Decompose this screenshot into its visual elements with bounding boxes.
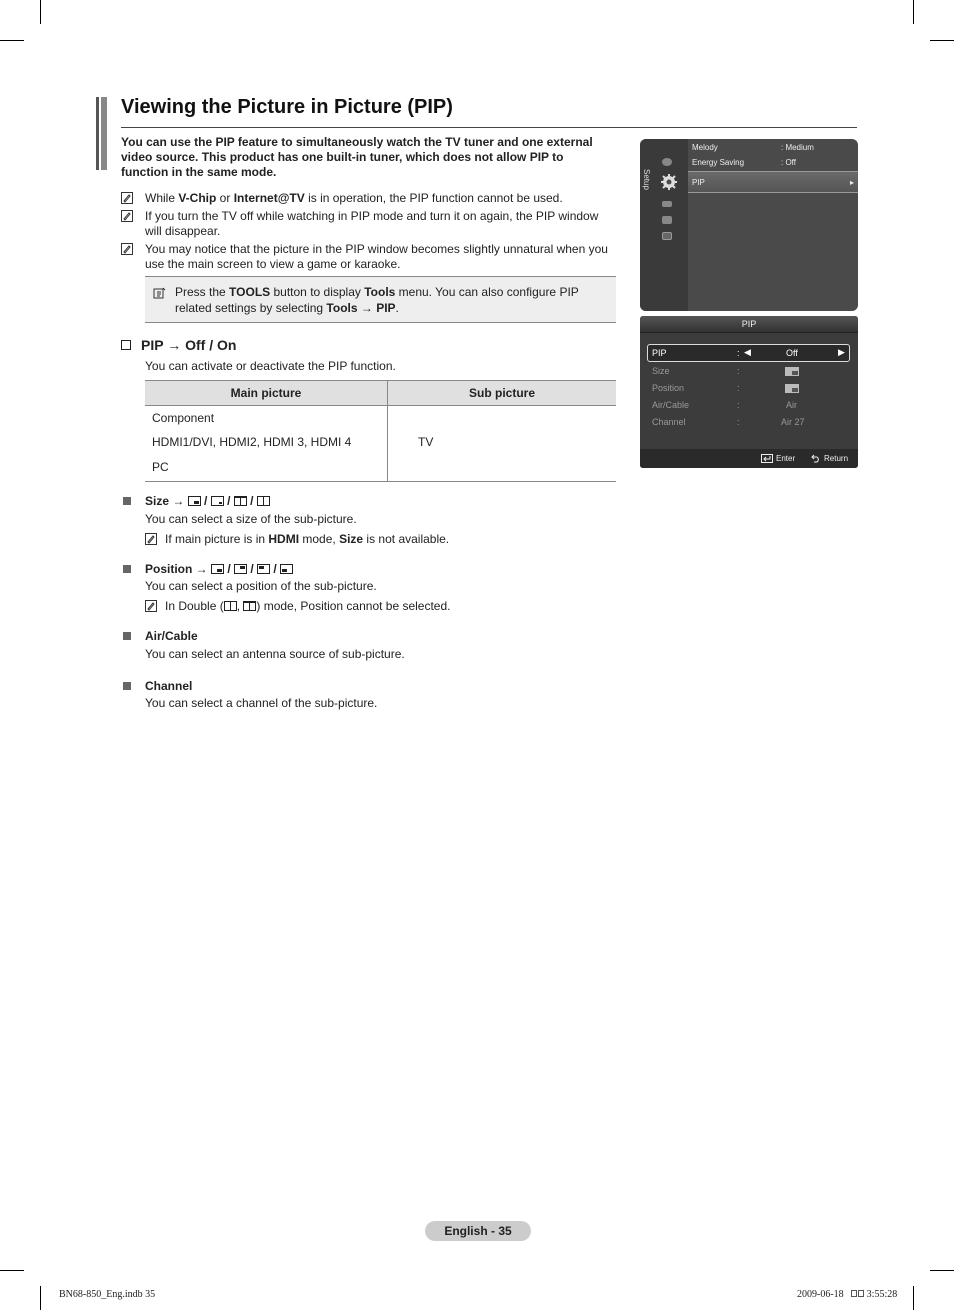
page-number-badge: English - 35 [425,1221,531,1241]
double-small-icon [243,601,256,611]
pip-menu-header: PIP [640,316,858,333]
position-value-icon [785,384,799,393]
arrow-right-icon: ▶ [838,347,845,357]
crop-mark [0,40,24,41]
enter-icon [761,454,773,463]
size-double-large-icon [257,496,270,506]
position-top-right-icon [234,564,247,574]
crop-mark [913,1286,914,1310]
support-icon [662,232,672,240]
size-double-small-icon [234,496,247,506]
double-large-icon [224,601,237,611]
channel-row-label: Channel [652,417,686,427]
position-top-left-icon [257,564,270,574]
setup-row-melody: Melody : Medium [692,143,814,152]
aircable-row-colon: : [737,400,740,410]
size-row-label: Size [652,366,670,376]
tools-note-box: Press the TOOLS button to display Tools menu. You can also configure PIP related settings by selecting Tools → PIP. [145,276,616,323]
note-icon [145,600,157,612]
crop-mark [0,1270,24,1271]
position-row-colon: : [737,383,740,393]
crop-mark [913,0,914,24]
size-value-icon [785,367,799,376]
setup-side-label: Setup [642,169,651,190]
return-icon [811,454,821,463]
size-large-icon [188,496,201,506]
intro-text: You can use the PIP feature to simultaneously watch the TV tuner and one external video source. This product has one built-in tuner, which does not allow PIP to function in the same mode. [121,135,593,179]
pip-menu-footer [640,449,858,468]
application-icon [662,216,672,224]
note-icon [121,243,133,255]
section-heading-pip: PIP → Off / On [121,337,236,353]
setup-row-energy: Energy Saving : Off [692,158,796,167]
title-rule [121,127,857,128]
position-description: You can select a position of the sub-picture. [145,579,377,593]
aircable-row-value: Air [786,400,797,410]
table-cell-main: Component [152,411,215,425]
checkbox-icon [121,340,131,350]
size-description: You can select a size of the sub-picture. [145,512,357,526]
section-description: You can activate or deactivate the PIP function. [145,359,396,373]
table-header-sub: Sub picture [387,380,616,406]
pip-menu-screenshot [640,316,858,468]
pip-source-table [145,380,616,482]
title-accent-bar [96,97,108,170]
note-icon [145,533,157,545]
crop-mark [930,1270,954,1271]
crop-mark [40,1286,41,1310]
size-small-icon [211,496,224,506]
return-label: Return [824,454,849,463]
channel-description: You can select a channel of the sub-picture. [145,696,378,710]
footer-file-info: BN68-850_Eng.indb 35 [59,1289,156,1300]
aircable-row-label: Air/Cable [652,400,690,410]
position-row-label: Position [652,383,685,393]
page-title: Viewing the Picture in Picture (PIP) [121,96,453,118]
aircable-description: You can select an antenna source of sub-picture. [145,647,405,661]
arrow-left-icon: ◀ [744,347,751,357]
input-icon [662,201,672,207]
pip-row-label: PIP [652,348,667,358]
crop-mark [930,40,954,41]
setup-row-pip: PIP ▸ [692,178,855,187]
table-cell-sub: TV [418,435,434,449]
sound-icon [662,158,672,166]
position-bottom-right-icon [211,564,224,574]
note-icon [121,192,133,204]
setup-menu-screenshot [640,139,858,311]
footer-timestamp: 2009-06-18 3:55:28 [797,1289,898,1300]
enter-label: Enter [776,454,796,463]
note-icon [121,210,133,222]
position-bottom-left-icon [280,564,293,574]
gear-icon [660,173,678,191]
channel-row-value: Air 27 [781,417,805,427]
table-cell-main: PC [152,460,169,474]
table-header-main: Main picture [145,380,387,406]
size-row-colon: : [737,366,740,376]
channel-row-colon: : [737,417,740,427]
crop-mark [40,0,41,24]
table-cell-main: HDMI1/DVI, HDMI2, HDMI 3, HDMI 4 [152,435,352,449]
tools-icon [153,287,166,300]
pip-row-colon: : [737,348,740,358]
pip-row-value: Off [786,348,798,358]
